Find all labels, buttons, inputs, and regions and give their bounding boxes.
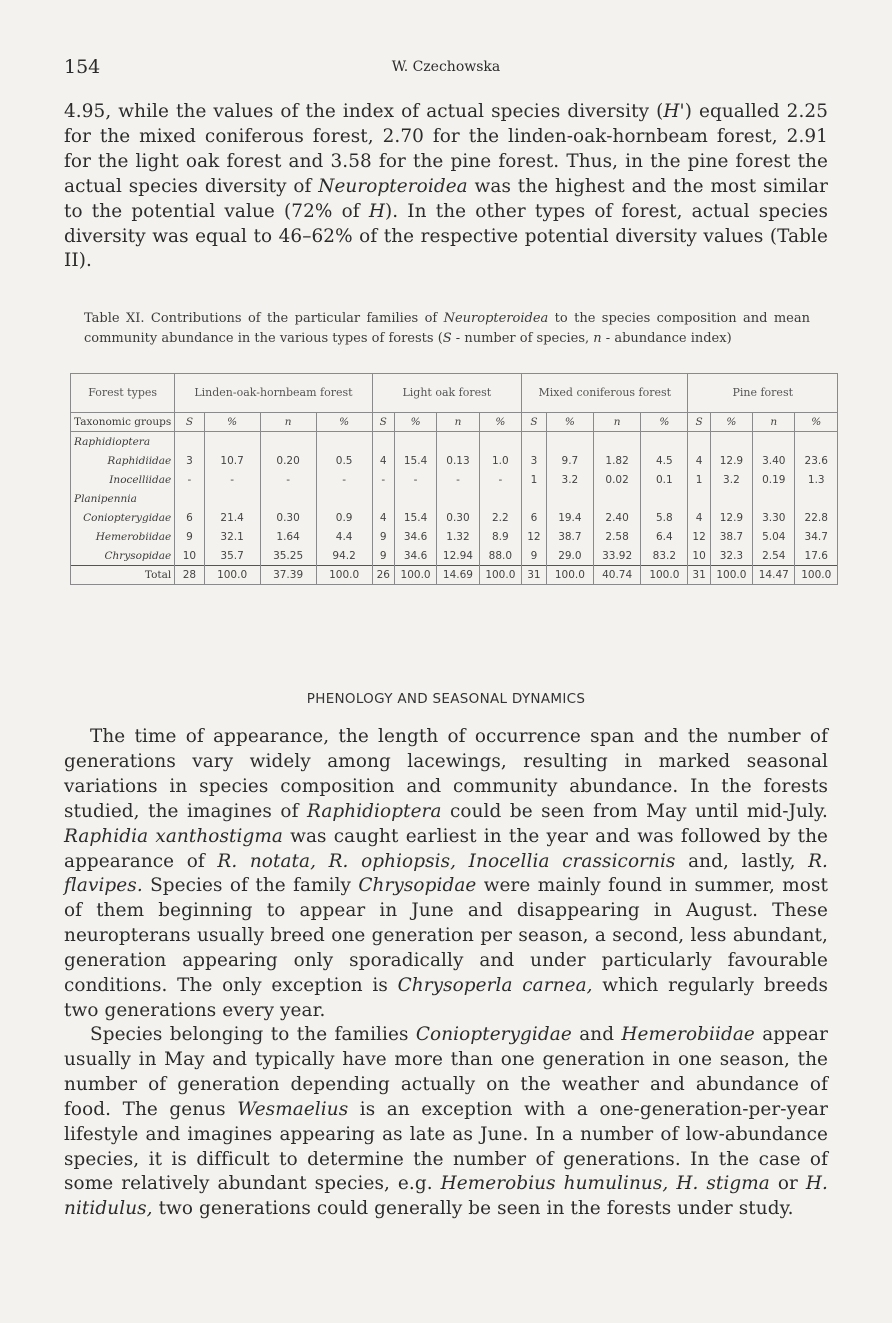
subcolumn-header: %: [795, 413, 838, 432]
table-cell: 38.7: [710, 527, 752, 546]
text-run: and, lastly,: [675, 850, 809, 872]
table-cell: 100.0: [546, 566, 593, 585]
text-run: - abundance index): [601, 331, 732, 346]
table-cell: [641, 489, 688, 508]
table-cell: [522, 432, 547, 452]
table-cell: 9.7: [546, 451, 593, 470]
table-cell: 32.1: [204, 527, 260, 546]
table-cell: 15.4: [394, 508, 436, 527]
table-cell: [710, 489, 752, 508]
table-cell: [688, 432, 710, 452]
table-cell: [175, 432, 204, 452]
table-cell: 88.0: [479, 546, 521, 566]
table-cell: 83.2: [641, 546, 688, 566]
table-cell: 0.5: [316, 451, 372, 470]
table-cell: 0.13: [437, 451, 479, 470]
table-header-subcolumns: [71, 413, 838, 432]
table-group-row: [71, 489, 838, 508]
table-cell: 10: [688, 546, 710, 566]
table-cell: 2.40: [594, 508, 641, 527]
text-run: were mainly found in summer, most of them beginning to appear in June and disappearing in August. These neuropterans usually breed one generation per season, a second, less abundant, generation appearing only sporadically and under particularly favourable conditions. The only exception is: [64, 875, 828, 997]
table-cell: 0.30: [260, 508, 316, 527]
table-cell: [394, 432, 436, 452]
italic-run: R. flavipes.: [64, 850, 829, 897]
table-cell: 29.0: [546, 546, 593, 566]
table-cell: 37.39: [260, 566, 316, 585]
table-cell: [753, 489, 795, 508]
table-cell: [260, 489, 316, 508]
table-cell: 1.3: [795, 470, 838, 489]
table-cell: 38.7: [546, 527, 593, 546]
table-cell: 33.92: [594, 546, 641, 566]
italic-run: Neuropteroidea: [443, 311, 549, 326]
subcolumn-header: n: [260, 413, 316, 432]
table-cell: 26: [372, 566, 394, 585]
table-cell: 8.9: [479, 527, 521, 546]
table-cell: [795, 489, 838, 508]
table-cell: 100.0: [710, 566, 752, 585]
table-row: [71, 508, 838, 527]
table-cell: 34.6: [394, 546, 436, 566]
text-run: was caught earliest in the year and was followed by the appearance of: [64, 825, 828, 872]
table-cell: 23.6: [795, 451, 838, 470]
table-cell: 1: [688, 470, 710, 489]
table-cell: 4.5: [641, 451, 688, 470]
subcolumn-header: %: [204, 413, 260, 432]
table-cell: 34.7: [795, 527, 838, 546]
table-cell: 4: [372, 451, 394, 470]
table-cell: -: [372, 470, 394, 489]
family-label: Hemerobiidae: [71, 527, 175, 546]
text-run: - number of species,: [451, 331, 594, 346]
table-cell: 1.82: [594, 451, 641, 470]
subcolumn-header: %: [479, 413, 521, 432]
text-run: and: [571, 1024, 622, 1045]
table-cell: 12.9: [710, 451, 752, 470]
table-cell: 1.0: [479, 451, 521, 470]
table-cell: 1.64: [260, 527, 316, 546]
table-body: [71, 432, 838, 585]
table-cell: -: [479, 470, 521, 489]
subcolumn-header: n: [594, 413, 641, 432]
table-cell: 17.6: [795, 546, 838, 566]
italic-run: H: [368, 200, 385, 222]
table-cell: [260, 432, 316, 452]
subcolumn-header: n: [753, 413, 795, 432]
table-cell: -: [394, 470, 436, 489]
table-cell: 94.2: [316, 546, 372, 566]
table-cell: 4: [372, 508, 394, 527]
table-cell: [175, 489, 204, 508]
table-cell: 2.54: [753, 546, 795, 566]
table-row: [71, 527, 838, 546]
table-cell: 31: [522, 566, 547, 585]
table-cell: -: [437, 470, 479, 489]
forest-type-header: Light oak forest: [372, 374, 521, 413]
table-cell: [204, 489, 260, 508]
table-cell: [522, 489, 547, 508]
table-cell: [394, 489, 436, 508]
table-cell: 32.3: [710, 546, 752, 566]
table-cell: 100.0: [795, 566, 838, 585]
table-cell: 1: [522, 470, 547, 489]
text-run: appear usually in May and typically have more than one generation in one season, the number of generation depending actually on the weather and abundance of food. The genus: [64, 1024, 828, 1120]
table-cell: 12.94: [437, 546, 479, 566]
table-cell: [594, 489, 641, 508]
table-cell: 4: [688, 451, 710, 470]
table-cell: 19.4: [546, 508, 593, 527]
text-run: Species belonging to the families: [90, 1024, 416, 1045]
table-cell: 6.4: [641, 527, 688, 546]
table-cell: 14.69: [437, 566, 479, 585]
text-run: 4.95, while the values of the index of actual species diversity (: [64, 101, 664, 122]
table-cell: 100.0: [204, 566, 260, 585]
table-cell: 0.30: [437, 508, 479, 527]
table-cell: 3.30: [753, 508, 795, 527]
table-cell: -: [260, 470, 316, 489]
text-run: could be seen from May until mid-July.: [441, 800, 828, 822]
corner-label: Forest types: [71, 374, 175, 413]
italic-run: Hemerobius humulinus, H. stigma: [440, 1173, 770, 1195]
forest-type-header: Pine forest: [688, 374, 838, 413]
table-caption: [84, 309, 810, 349]
table-cell: [479, 432, 521, 452]
table-cell: 0.19: [753, 470, 795, 489]
table-cell: 2.2: [479, 508, 521, 527]
italic-run: Chrysoperla carnea,: [397, 975, 593, 997]
table-cell: 40.74: [594, 566, 641, 585]
table-cell: [204, 432, 260, 452]
table-cell: -: [175, 470, 204, 489]
table-row: [71, 470, 838, 489]
italic-run: R. notata, R. ophiopsis, Inocellia crassicornis: [217, 850, 676, 872]
table-cell: [710, 432, 752, 452]
table-cell: 0.02: [594, 470, 641, 489]
italic-run: n: [593, 331, 602, 346]
table-cell: 35.7: [204, 546, 260, 566]
italic-run: Hemerobiidae: [621, 1024, 755, 1045]
italic-run: Wesmaelius: [237, 1098, 349, 1120]
table-cell: -: [316, 470, 372, 489]
table-header-forest-types: [71, 374, 838, 413]
table-cell: 9: [522, 546, 547, 566]
table-cell: 10: [175, 546, 204, 566]
subcolumn-header: %: [316, 413, 372, 432]
table-cell: [372, 489, 394, 508]
italic-run: Neuropteroidea: [318, 175, 468, 197]
italic-run: Raphidia xanthostigma: [64, 825, 283, 847]
family-label: Coniopterygidae: [71, 508, 175, 527]
table-cell: 0.9: [316, 508, 372, 527]
text-run: or: [769, 1173, 806, 1195]
table-cell: 14.47: [753, 566, 795, 585]
running-head-author: W. Czechowska: [391, 59, 501, 75]
table-cell: 6: [175, 508, 204, 527]
table-cell: 12: [522, 527, 547, 546]
subcolumn-header: %: [641, 413, 688, 432]
table-cell: 9: [372, 527, 394, 546]
paragraph-phenology-2: [64, 1023, 828, 1222]
table-cell: 4.4: [316, 527, 372, 546]
table-row: [71, 451, 838, 470]
table-total-row: [71, 566, 838, 585]
subcolumn-header: n: [437, 413, 479, 432]
table-cell: 15.4: [394, 451, 436, 470]
subcolumn-header: S: [372, 413, 394, 432]
subcolumn-header: S: [522, 413, 547, 432]
page-number: 154: [64, 56, 101, 78]
table-cell: 2.58: [594, 527, 641, 546]
table-cell: 31: [688, 566, 710, 585]
table-cell: 3.40: [753, 451, 795, 470]
table-cell: 0.1: [641, 470, 688, 489]
text-run: Table XI. Contributions of the particular families of: [84, 311, 444, 326]
table-cell: 34.6: [394, 527, 436, 546]
subcolumn-header: %: [394, 413, 436, 432]
text-run: which regularly breeds two generations every year.: [64, 975, 828, 1021]
text-run: two generations could generally be seen in the forests under study.: [152, 1198, 794, 1220]
text-run: is an exception with a one-generation-per-year lifestyle and imagines appearing as late as June. In a number of low-abundance species, it is difficult to determine the number of generations. In the case of some relatively abundant species, e.g.: [64, 1098, 829, 1195]
table-cell: [316, 432, 372, 452]
italic-run: S: [442, 331, 452, 346]
subcolumn-header: %: [710, 413, 752, 432]
table-cell: 5.8: [641, 508, 688, 527]
subcolumn-header: %: [546, 413, 593, 432]
subcolumn-header: S: [175, 413, 204, 432]
text-run: was the highest and the most similar to the potential value (72% of: [64, 175, 828, 222]
table-cell: [479, 489, 521, 508]
table-cell: 5.04: [753, 527, 795, 546]
table-cell: 28: [175, 566, 204, 585]
table-cell: 6: [522, 508, 547, 527]
species-composition-table: [70, 373, 838, 585]
forest-type-header: Mixed coniferous forest: [522, 374, 688, 413]
table-cell: [688, 489, 710, 508]
table-cell: 3: [522, 451, 547, 470]
table-cell: 3: [175, 451, 204, 470]
table-cell: 35.25: [260, 546, 316, 566]
table-cell: 100.0: [479, 566, 521, 585]
table-cell: [594, 432, 641, 452]
text-run: ). In the other types of forest, actual species diversity was equal to 46–62% of the respective potential diversity values (Table II).: [64, 200, 828, 272]
table-cell: [437, 432, 479, 452]
taxonomic-groups-label: Taxonomic groups: [71, 413, 175, 432]
italic-run: Coniopterygidae: [415, 1024, 572, 1045]
text-run: to the species composition and mean community abundance in the various types of forests (: [84, 311, 810, 346]
italic-run: Raphidioptera: [306, 800, 442, 822]
table-cell: 12.9: [710, 508, 752, 527]
table-cell: 100.0: [641, 566, 688, 585]
italic-run: H. nitidulus,: [64, 1173, 828, 1220]
table-cell: 22.8: [795, 508, 838, 527]
table-cell: [795, 432, 838, 452]
italic-run: Chrysopidae: [358, 875, 477, 897]
table-cell: [437, 489, 479, 508]
subcolumn-header: S: [688, 413, 710, 432]
table-cell: 3.2: [710, 470, 752, 489]
family-label: Chrysopidae: [71, 546, 175, 566]
table-cell: [546, 432, 593, 452]
family-label: Inocelliidae: [71, 470, 175, 489]
family-label: Raphidiidae: [71, 451, 175, 470]
table-cell: [372, 432, 394, 452]
table-cell: 10.7: [204, 451, 260, 470]
section-heading: PHENOLOGY AND SEASONAL DYNAMICS: [306, 691, 586, 707]
table-cell: 3.2: [546, 470, 593, 489]
table-cell: 21.4: [204, 508, 260, 527]
italic-run: H': [663, 101, 685, 122]
text-run: Species of the family: [142, 875, 359, 897]
table-cell: 4: [688, 508, 710, 527]
text-run: The time of appearance, the length of occurrence span and the number of generations vary widely among lacewings, resulting in marked seasonal variations in species composition and community abundance. In the forests studied, the imagines of: [64, 726, 828, 822]
table-cell: [546, 489, 593, 508]
table-cell: 100.0: [316, 566, 372, 585]
table-cell: 0.20: [260, 451, 316, 470]
paragraph-continued: [64, 100, 828, 274]
table-row: [71, 546, 838, 566]
forest-type-header: Linden-oak-hornbeam forest: [175, 374, 372, 413]
table-cell: [753, 432, 795, 452]
table-cell: 100.0: [394, 566, 436, 585]
group-label: Planipennia: [71, 489, 175, 508]
table-cell: [316, 489, 372, 508]
table-cell: 9: [372, 546, 394, 566]
text-run: ) equalled 2.25 for the mixed coniferous forest, 2.70 for the linden-oak-hornbeam forest, 2.91 for the light oak forest and 3.58 for the pine forest. Thus, in the pine forest the actual species diversity of: [64, 101, 828, 197]
table-cell: 9: [175, 527, 204, 546]
running-head: [64, 56, 828, 84]
table-group-row: [71, 432, 838, 452]
total-label: Total: [71, 566, 175, 585]
group-label: Raphidioptera: [71, 432, 175, 452]
table-cell: 1.32: [437, 527, 479, 546]
paragraph-phenology-1: [64, 725, 828, 1024]
table-cell: 12: [688, 527, 710, 546]
table-cell: -: [204, 470, 260, 489]
table-cell: [641, 432, 688, 452]
